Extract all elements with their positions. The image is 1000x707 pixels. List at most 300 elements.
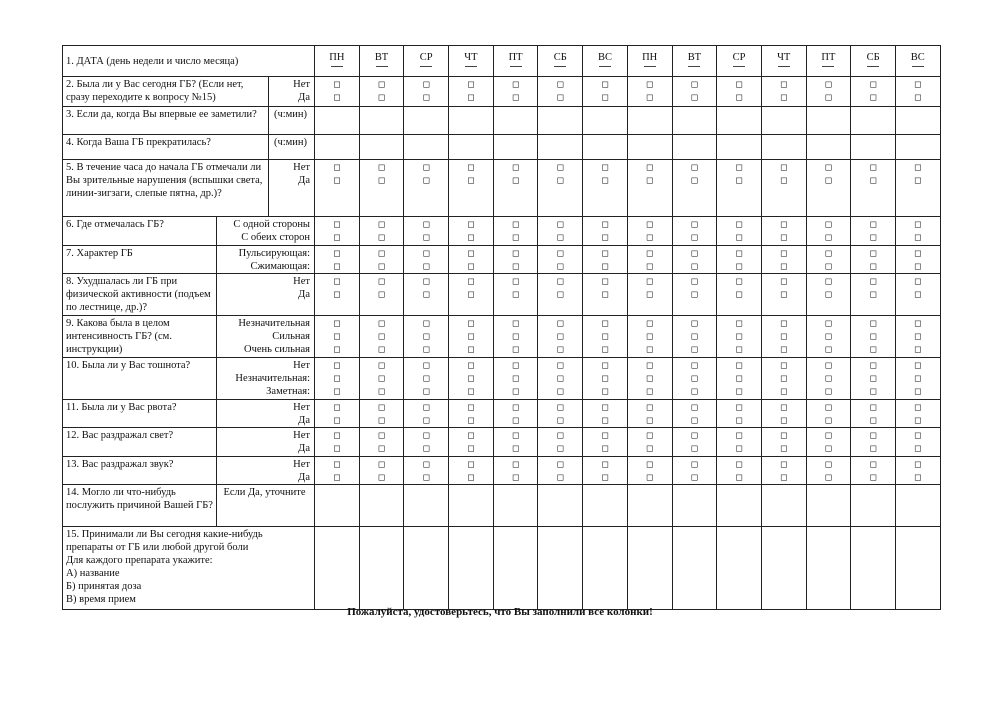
- checkbox[interactable]: ◻: [511, 472, 520, 482]
- checkbox[interactable]: ◻: [377, 386, 386, 396]
- checkbox[interactable]: ◻: [377, 430, 386, 440]
- checkbox[interactable]: ◻: [333, 402, 341, 412]
- day-cell-5[interactable]: [493, 485, 538, 527]
- checkbox[interactable]: ◻: [467, 430, 475, 440]
- checkbox[interactable]: ◻: [556, 386, 565, 396]
- day-cell-1[interactable]: [315, 485, 360, 527]
- checkbox[interactable]: ◻: [467, 276, 475, 286]
- checkbox[interactable]: ◻: [779, 459, 788, 469]
- day-cell-9[interactable]: [672, 485, 717, 527]
- day-cell-12[interactable]: [806, 527, 851, 610]
- checkbox[interactable]: ◻: [467, 318, 475, 328]
- checkbox[interactable]: ◻: [735, 248, 743, 258]
- day-cell-4[interactable]: [449, 135, 494, 160]
- checkbox[interactable]: ◻: [333, 261, 341, 271]
- day-cell-8[interactable]: [627, 135, 672, 160]
- checkbox[interactable]: ◻: [824, 318, 833, 328]
- checkbox[interactable]: ◻: [467, 248, 475, 258]
- checkbox[interactable]: ◻: [556, 261, 565, 271]
- checkbox[interactable]: ◻: [422, 415, 430, 425]
- checkbox[interactable]: ◻: [601, 276, 609, 286]
- checkbox[interactable]: ◻: [690, 232, 699, 242]
- checkbox[interactable]: ◻: [869, 344, 877, 354]
- checkbox[interactable]: ◻: [377, 276, 386, 286]
- checkbox[interactable]: ◻: [735, 175, 743, 185]
- checkbox[interactable]: ◻: [645, 386, 654, 396]
- checkbox[interactable]: ◻: [333, 289, 341, 299]
- checkbox[interactable]: ◻: [690, 386, 699, 396]
- checkbox[interactable]: ◻: [511, 261, 520, 271]
- checkbox[interactable]: ◻: [690, 289, 699, 299]
- checkbox[interactable]: ◻: [333, 360, 341, 370]
- checkbox[interactable]: ◻: [645, 331, 654, 341]
- checkbox[interactable]: ◻: [556, 373, 565, 383]
- checkbox[interactable]: ◻: [422, 331, 430, 341]
- checkbox[interactable]: ◻: [511, 175, 520, 185]
- checkbox[interactable]: ◻: [422, 430, 430, 440]
- checkbox[interactable]: ◻: [914, 219, 922, 229]
- checkbox[interactable]: ◻: [467, 472, 475, 482]
- checkbox[interactable]: ◻: [735, 331, 743, 341]
- checkbox[interactable]: ◻: [333, 79, 341, 89]
- checkbox[interactable]: ◻: [645, 344, 654, 354]
- checkbox[interactable]: ◻: [824, 276, 833, 286]
- checkbox[interactable]: ◻: [422, 443, 430, 453]
- checkbox[interactable]: ◻: [869, 276, 877, 286]
- checkbox[interactable]: ◻: [467, 261, 475, 271]
- checkbox[interactable]: ◻: [556, 276, 565, 286]
- day-cell-6[interactable]: [538, 135, 583, 160]
- checkbox[interactable]: ◻: [467, 331, 475, 341]
- checkbox[interactable]: ◻: [735, 92, 743, 102]
- checkbox[interactable]: ◻: [869, 386, 877, 396]
- checkbox[interactable]: ◻: [601, 402, 609, 412]
- checkbox[interactable]: ◻: [824, 175, 833, 185]
- checkbox[interactable]: ◻: [333, 331, 341, 341]
- checkbox[interactable]: ◻: [690, 261, 699, 271]
- checkbox[interactable]: ◻: [824, 162, 833, 172]
- checkbox[interactable]: ◻: [556, 472, 565, 482]
- checkbox[interactable]: ◻: [467, 402, 475, 412]
- checkbox[interactable]: ◻: [690, 331, 699, 341]
- checkbox[interactable]: ◻: [645, 443, 654, 453]
- day-cell-12[interactable]: [806, 135, 851, 160]
- checkbox[interactable]: ◻: [690, 162, 699, 172]
- checkbox[interactable]: ◻: [735, 459, 743, 469]
- checkbox[interactable]: ◻: [914, 289, 922, 299]
- day-cell-3[interactable]: [404, 485, 449, 527]
- checkbox[interactable]: ◻: [690, 79, 699, 89]
- checkbox[interactable]: ◻: [377, 472, 386, 482]
- checkbox[interactable]: ◻: [914, 261, 922, 271]
- checkbox[interactable]: ◻: [645, 318, 654, 328]
- checkbox[interactable]: ◻: [601, 318, 609, 328]
- checkbox[interactable]: ◻: [556, 459, 565, 469]
- checkbox[interactable]: ◻: [779, 92, 788, 102]
- checkbox[interactable]: ◻: [690, 402, 699, 412]
- checkbox[interactable]: ◻: [467, 79, 475, 89]
- checkbox[interactable]: ◻: [333, 248, 341, 258]
- checkbox[interactable]: ◻: [511, 276, 520, 286]
- day-cell-6[interactable]: [538, 485, 583, 527]
- checkbox[interactable]: ◻: [511, 248, 520, 258]
- checkbox[interactable]: ◻: [556, 219, 565, 229]
- checkbox[interactable]: ◻: [914, 459, 922, 469]
- checkbox[interactable]: ◻: [779, 386, 788, 396]
- day-cell-12[interactable]: [806, 107, 851, 135]
- day-cell-1[interactable]: [315, 107, 360, 135]
- checkbox[interactable]: ◻: [333, 472, 341, 482]
- checkbox[interactable]: ◻: [377, 318, 386, 328]
- day-cell-12[interactable]: [806, 485, 851, 527]
- checkbox[interactable]: ◻: [645, 289, 654, 299]
- day-cell-9[interactable]: [672, 527, 717, 610]
- checkbox[interactable]: ◻: [556, 318, 565, 328]
- day-cell-10[interactable]: [717, 527, 762, 610]
- checkbox[interactable]: ◻: [556, 360, 565, 370]
- checkbox[interactable]: ◻: [914, 415, 922, 425]
- checkbox[interactable]: ◻: [824, 289, 833, 299]
- checkbox[interactable]: ◻: [377, 232, 386, 242]
- day-cell-1[interactable]: [315, 527, 360, 610]
- checkbox[interactable]: ◻: [333, 219, 341, 229]
- checkbox[interactable]: ◻: [467, 175, 475, 185]
- checkbox[interactable]: ◻: [467, 373, 475, 383]
- checkbox[interactable]: ◻: [377, 92, 386, 102]
- checkbox[interactable]: ◻: [645, 276, 654, 286]
- checkbox[interactable]: ◻: [556, 92, 565, 102]
- checkbox[interactable]: ◻: [377, 79, 386, 89]
- checkbox[interactable]: ◻: [601, 162, 609, 172]
- day-cell-10[interactable]: [717, 107, 762, 135]
- checkbox[interactable]: ◻: [824, 430, 833, 440]
- checkbox[interactable]: ◻: [556, 232, 565, 242]
- checkbox[interactable]: ◻: [735, 289, 743, 299]
- checkbox[interactable]: ◻: [333, 232, 341, 242]
- checkbox[interactable]: ◻: [690, 92, 699, 102]
- checkbox[interactable]: ◻: [467, 232, 475, 242]
- checkbox[interactable]: ◻: [779, 331, 788, 341]
- checkbox[interactable]: ◻: [422, 360, 430, 370]
- checkbox[interactable]: ◻: [735, 79, 743, 89]
- checkbox[interactable]: ◻: [869, 373, 877, 383]
- checkbox[interactable]: ◻: [467, 415, 475, 425]
- checkbox[interactable]: ◻: [690, 459, 699, 469]
- day-cell-10[interactable]: [717, 485, 762, 527]
- checkbox[interactable]: ◻: [735, 360, 743, 370]
- checkbox[interactable]: ◻: [333, 443, 341, 453]
- checkbox[interactable]: ◻: [511, 162, 520, 172]
- checkbox[interactable]: ◻: [645, 92, 654, 102]
- checkbox[interactable]: ◻: [735, 443, 743, 453]
- checkbox[interactable]: ◻: [645, 79, 654, 89]
- day-cell-4[interactable]: [449, 485, 494, 527]
- checkbox[interactable]: ◻: [645, 430, 654, 440]
- checkbox[interactable]: ◻: [601, 232, 609, 242]
- checkbox[interactable]: ◻: [869, 318, 877, 328]
- day-cell-13[interactable]: [851, 107, 896, 135]
- checkbox[interactable]: ◻: [645, 261, 654, 271]
- checkbox[interactable]: ◻: [779, 175, 788, 185]
- checkbox[interactable]: ◻: [511, 219, 520, 229]
- checkbox[interactable]: ◻: [556, 175, 565, 185]
- checkbox[interactable]: ◻: [824, 232, 833, 242]
- checkbox[interactable]: ◻: [333, 373, 341, 383]
- checkbox[interactable]: ◻: [511, 318, 520, 328]
- checkbox[interactable]: ◻: [914, 373, 922, 383]
- checkbox[interactable]: ◻: [422, 289, 430, 299]
- checkbox[interactable]: ◻: [645, 373, 654, 383]
- day-cell-2[interactable]: [359, 135, 404, 160]
- checkbox[interactable]: ◻: [645, 219, 654, 229]
- checkbox[interactable]: ◻: [735, 430, 743, 440]
- checkbox[interactable]: ◻: [779, 360, 788, 370]
- day-cell-3[interactable]: [404, 135, 449, 160]
- checkbox[interactable]: ◻: [333, 430, 341, 440]
- day-cell-5[interactable]: [493, 107, 538, 135]
- checkbox[interactable]: ◻: [824, 402, 833, 412]
- checkbox[interactable]: ◻: [914, 386, 922, 396]
- checkbox[interactable]: ◻: [467, 459, 475, 469]
- checkbox[interactable]: ◻: [824, 92, 833, 102]
- checkbox[interactable]: ◻: [422, 79, 430, 89]
- checkbox[interactable]: ◻: [556, 289, 565, 299]
- checkbox[interactable]: ◻: [377, 219, 386, 229]
- checkbox[interactable]: ◻: [735, 219, 743, 229]
- checkbox[interactable]: ◻: [645, 360, 654, 370]
- checkbox[interactable]: ◻: [824, 331, 833, 341]
- checkbox[interactable]: ◻: [735, 276, 743, 286]
- checkbox[interactable]: ◻: [556, 331, 565, 341]
- checkbox[interactable]: ◻: [333, 92, 341, 102]
- checkbox[interactable]: ◻: [735, 402, 743, 412]
- checkbox[interactable]: ◻: [511, 443, 520, 453]
- checkbox[interactable]: ◻: [690, 276, 699, 286]
- checkbox[interactable]: ◻: [511, 331, 520, 341]
- checkbox[interactable]: ◻: [869, 261, 877, 271]
- checkbox[interactable]: ◻: [377, 402, 386, 412]
- checkbox[interactable]: ◻: [869, 402, 877, 412]
- day-cell-9[interactable]: [672, 135, 717, 160]
- checkbox[interactable]: ◻: [869, 459, 877, 469]
- checkbox[interactable]: ◻: [869, 92, 877, 102]
- checkbox[interactable]: ◻: [511, 459, 520, 469]
- day-cell-2[interactable]: [359, 527, 404, 610]
- checkbox[interactable]: ◻: [914, 248, 922, 258]
- checkbox[interactable]: ◻: [690, 318, 699, 328]
- checkbox[interactable]: ◻: [735, 472, 743, 482]
- checkbox[interactable]: ◻: [645, 175, 654, 185]
- checkbox[interactable]: ◻: [779, 248, 788, 258]
- checkbox[interactable]: ◻: [779, 443, 788, 453]
- day-cell-7[interactable]: [583, 527, 628, 610]
- checkbox[interactable]: ◻: [422, 459, 430, 469]
- checkbox[interactable]: ◻: [601, 219, 609, 229]
- day-cell-8[interactable]: [627, 107, 672, 135]
- checkbox[interactable]: ◻: [422, 344, 430, 354]
- checkbox[interactable]: ◻: [779, 402, 788, 412]
- checkbox[interactable]: ◻: [377, 344, 386, 354]
- checkbox[interactable]: ◻: [914, 443, 922, 453]
- checkbox[interactable]: ◻: [601, 415, 609, 425]
- checkbox[interactable]: ◻: [914, 79, 922, 89]
- checkbox[interactable]: ◻: [556, 430, 565, 440]
- checkbox[interactable]: ◻: [735, 386, 743, 396]
- checkbox[interactable]: ◻: [914, 402, 922, 412]
- checkbox[interactable]: ◻: [779, 472, 788, 482]
- day-cell-14[interactable]: [895, 135, 940, 160]
- checkbox[interactable]: ◻: [377, 459, 386, 469]
- checkbox[interactable]: ◻: [824, 360, 833, 370]
- checkbox[interactable]: ◻: [779, 344, 788, 354]
- checkbox[interactable]: ◻: [914, 331, 922, 341]
- checkbox[interactable]: ◻: [824, 373, 833, 383]
- checkbox[interactable]: ◻: [779, 276, 788, 286]
- day-cell-11[interactable]: [761, 107, 806, 135]
- day-cell-1[interactable]: [315, 135, 360, 160]
- checkbox[interactable]: ◻: [824, 443, 833, 453]
- checkbox[interactable]: ◻: [914, 162, 922, 172]
- day-cell-2[interactable]: [359, 485, 404, 527]
- checkbox[interactable]: ◻: [690, 175, 699, 185]
- checkbox[interactable]: ◻: [422, 219, 430, 229]
- checkbox[interactable]: ◻: [869, 331, 877, 341]
- day-cell-7[interactable]: [583, 107, 628, 135]
- checkbox[interactable]: ◻: [511, 430, 520, 440]
- checkbox[interactable]: ◻: [914, 344, 922, 354]
- checkbox[interactable]: ◻: [690, 443, 699, 453]
- checkbox[interactable]: ◻: [601, 92, 609, 102]
- checkbox[interactable]: ◻: [690, 472, 699, 482]
- checkbox[interactable]: ◻: [735, 318, 743, 328]
- checkbox[interactable]: ◻: [645, 415, 654, 425]
- checkbox[interactable]: ◻: [511, 79, 520, 89]
- checkbox[interactable]: ◻: [511, 289, 520, 299]
- checkbox[interactable]: ◻: [467, 289, 475, 299]
- checkbox[interactable]: ◻: [869, 415, 877, 425]
- checkbox[interactable]: ◻: [422, 232, 430, 242]
- checkbox[interactable]: ◻: [467, 344, 475, 354]
- checkbox[interactable]: ◻: [824, 79, 833, 89]
- day-cell-3[interactable]: [404, 107, 449, 135]
- day-cell-14[interactable]: [895, 107, 940, 135]
- checkbox[interactable]: ◻: [914, 232, 922, 242]
- checkbox[interactable]: ◻: [467, 219, 475, 229]
- checkbox[interactable]: ◻: [869, 248, 877, 258]
- checkbox[interactable]: ◻: [377, 360, 386, 370]
- checkbox[interactable]: ◻: [467, 386, 475, 396]
- checkbox[interactable]: ◻: [601, 175, 609, 185]
- checkbox[interactable]: ◻: [422, 318, 430, 328]
- day-cell-6[interactable]: [538, 527, 583, 610]
- day-cell-11[interactable]: [761, 485, 806, 527]
- checkbox[interactable]: ◻: [601, 79, 609, 89]
- checkbox[interactable]: ◻: [333, 344, 341, 354]
- day-cell-4[interactable]: [449, 107, 494, 135]
- checkbox[interactable]: ◻: [467, 360, 475, 370]
- checkbox[interactable]: ◻: [422, 472, 430, 482]
- checkbox[interactable]: ◻: [556, 79, 565, 89]
- checkbox[interactable]: ◻: [422, 248, 430, 258]
- checkbox[interactable]: ◻: [914, 430, 922, 440]
- checkbox[interactable]: ◻: [511, 386, 520, 396]
- checkbox[interactable]: ◻: [779, 261, 788, 271]
- checkbox[interactable]: ◻: [690, 219, 699, 229]
- checkbox[interactable]: ◻: [333, 162, 341, 172]
- checkbox[interactable]: ◻: [601, 386, 609, 396]
- checkbox[interactable]: ◻: [511, 402, 520, 412]
- checkbox[interactable]: ◻: [377, 331, 386, 341]
- checkbox[interactable]: ◻: [735, 373, 743, 383]
- checkbox[interactable]: ◻: [869, 162, 877, 172]
- checkbox[interactable]: ◻: [735, 232, 743, 242]
- day-cell-14[interactable]: [895, 485, 940, 527]
- checkbox[interactable]: ◻: [869, 79, 877, 89]
- checkbox[interactable]: ◻: [824, 344, 833, 354]
- checkbox[interactable]: ◻: [779, 219, 788, 229]
- checkbox[interactable]: ◻: [869, 443, 877, 453]
- day-cell-8[interactable]: [627, 485, 672, 527]
- checkbox[interactable]: ◻: [422, 373, 430, 383]
- checkbox[interactable]: ◻: [735, 415, 743, 425]
- checkbox[interactable]: ◻: [914, 92, 922, 102]
- checkbox[interactable]: ◻: [556, 162, 565, 172]
- checkbox[interactable]: ◻: [511, 92, 520, 102]
- checkbox[interactable]: ◻: [690, 373, 699, 383]
- checkbox[interactable]: ◻: [556, 402, 565, 412]
- checkbox[interactable]: ◻: [914, 360, 922, 370]
- checkbox[interactable]: ◻: [869, 430, 877, 440]
- checkbox[interactable]: ◻: [377, 443, 386, 453]
- checkbox[interactable]: ◻: [377, 373, 386, 383]
- checkbox[interactable]: ◻: [779, 162, 788, 172]
- checkbox[interactable]: ◻: [645, 459, 654, 469]
- checkbox[interactable]: ◻: [556, 248, 565, 258]
- checkbox[interactable]: ◻: [914, 276, 922, 286]
- day-cell-11[interactable]: [761, 527, 806, 610]
- checkbox[interactable]: ◻: [779, 79, 788, 89]
- checkbox[interactable]: ◻: [824, 459, 833, 469]
- checkbox[interactable]: ◻: [377, 175, 386, 185]
- checkbox[interactable]: ◻: [467, 162, 475, 172]
- checkbox[interactable]: ◻: [377, 162, 386, 172]
- day-cell-3[interactable]: [404, 527, 449, 610]
- checkbox[interactable]: ◻: [779, 232, 788, 242]
- checkbox[interactable]: ◻: [377, 289, 386, 299]
- checkbox[interactable]: ◻: [422, 162, 430, 172]
- checkbox[interactable]: ◻: [690, 344, 699, 354]
- checkbox[interactable]: ◻: [645, 232, 654, 242]
- checkbox[interactable]: ◻: [869, 219, 877, 229]
- checkbox[interactable]: ◻: [735, 344, 743, 354]
- checkbox[interactable]: ◻: [333, 459, 341, 469]
- checkbox[interactable]: ◻: [333, 276, 341, 286]
- day-cell-6[interactable]: [538, 107, 583, 135]
- checkbox[interactable]: ◻: [467, 92, 475, 102]
- checkbox[interactable]: ◻: [645, 472, 654, 482]
- day-cell-2[interactable]: [359, 107, 404, 135]
- checkbox[interactable]: ◻: [779, 415, 788, 425]
- checkbox[interactable]: ◻: [511, 344, 520, 354]
- checkbox[interactable]: ◻: [914, 472, 922, 482]
- checkbox[interactable]: ◻: [869, 472, 877, 482]
- checkbox[interactable]: ◻: [333, 386, 341, 396]
- checkbox[interactable]: ◻: [824, 219, 833, 229]
- checkbox[interactable]: ◻: [824, 248, 833, 258]
- checkbox[interactable]: ◻: [601, 289, 609, 299]
- day-cell-7[interactable]: [583, 485, 628, 527]
- checkbox[interactable]: ◻: [333, 415, 341, 425]
